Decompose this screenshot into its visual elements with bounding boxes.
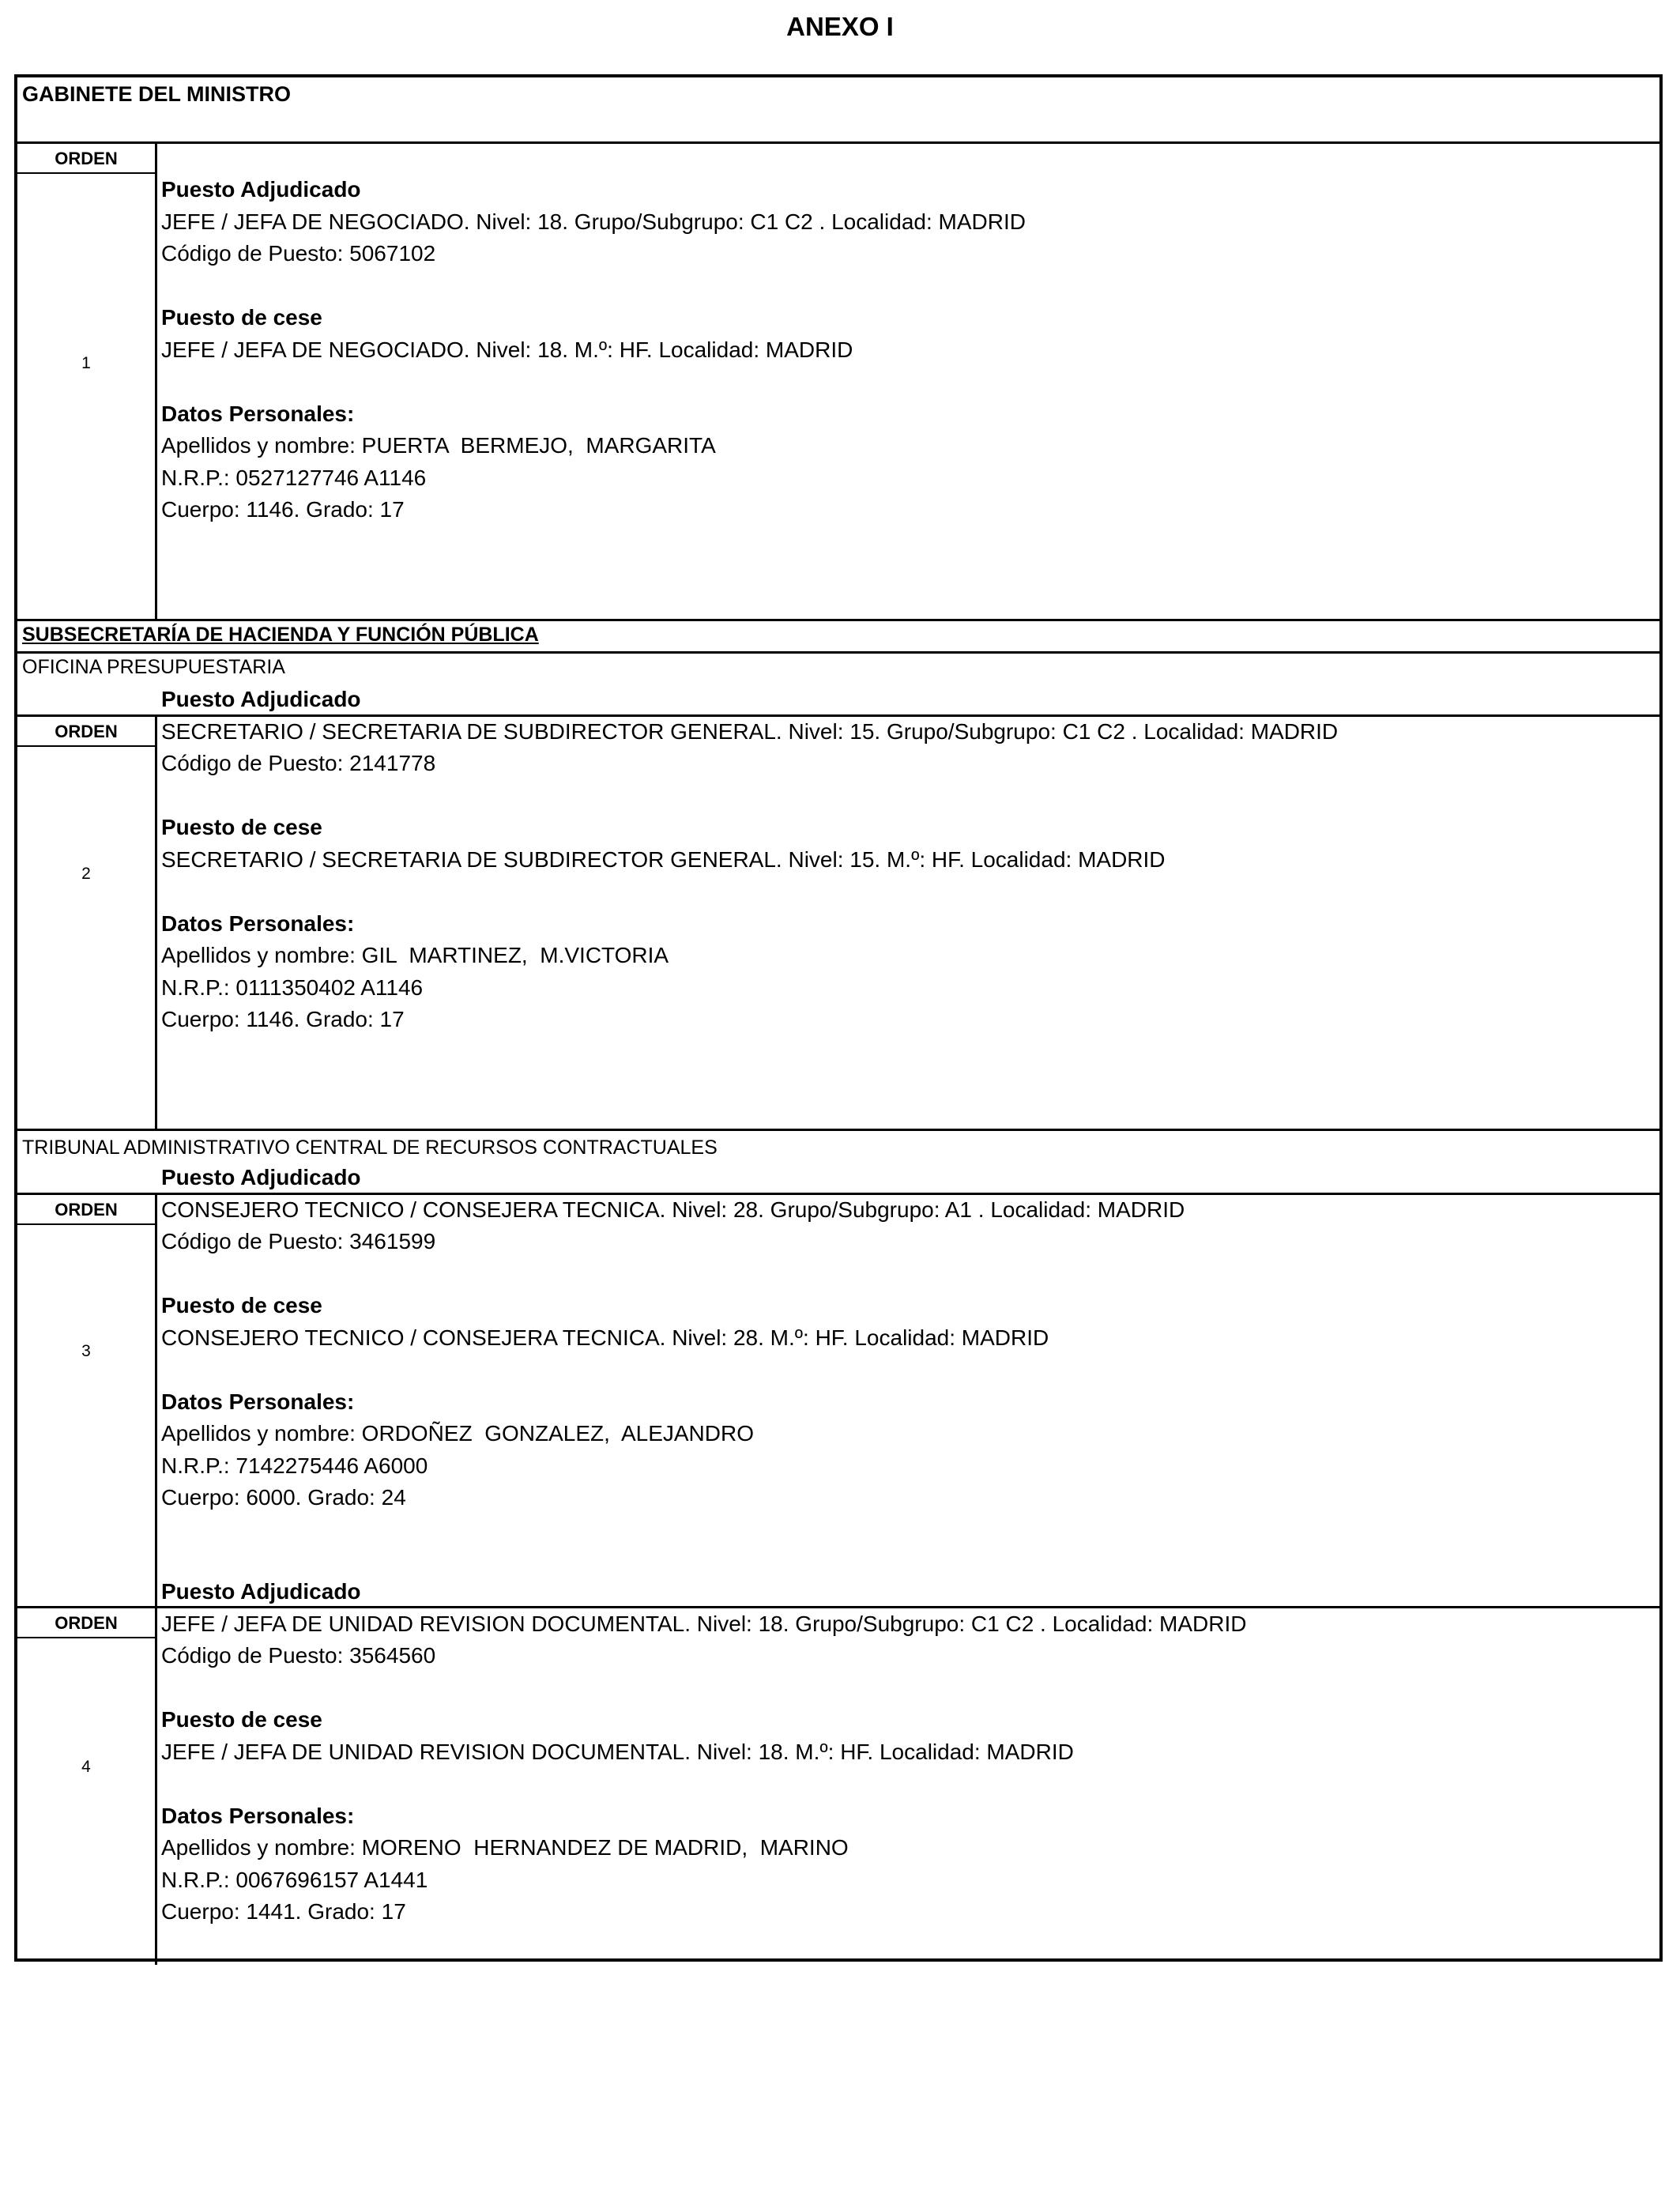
apellidos-nombre: Apellidos y nombre: ORDOÑEZ GONZALEZ, ALEJANDRO [161, 1421, 754, 1446]
column-divider [155, 141, 157, 619]
datos-personales-heading: Datos Personales: [161, 1803, 355, 1828]
puesto-adjudicado-heading: Puesto Adjudicado [161, 1579, 361, 1604]
codigo-puesto: Código de Puesto: 3461599 [161, 1229, 436, 1253]
divider [17, 1129, 1659, 1131]
orden-number: 4 [81, 1758, 91, 1776]
annex-table [14, 74, 1663, 1962]
puesto-adjudicado-value: JEFE / JEFA DE NEGOCIADO. Nivel: 18. Grupo/Subgrupo: C1 C2 . Localidad: MADRID [161, 209, 1026, 234]
section-gabinete: GABINETE DEL MINISTRO [22, 82, 292, 106]
section-tribunal: TRIBUNAL ADMINISTRATIVO CENTRAL DE RECURSOS CONTRACTUALES [22, 1137, 718, 1159]
orden-label: ORDEN [17, 1195, 155, 1225]
puesto-adjudicado-value: JEFE / JEFA DE UNIDAD REVISION DOCUMENTAL. Nivel: 18. Grupo/Subgrupo: C1 C2 . Localidad: MADRID [161, 1611, 1247, 1636]
datos-personales-heading: Datos Personales: [161, 1389, 355, 1414]
orden-number: 1 [81, 354, 91, 372]
puesto-cese-heading: Puesto de cese [161, 305, 322, 330]
orden-label: ORDEN [17, 144, 155, 174]
cuerpo-grado: Cuerpo: 1146. Grado: 17 [161, 497, 405, 522]
entry-3 [161, 1162, 1185, 1514]
section-subsecretaria: SUBSECRETARÍA DE HACIENDA Y FUNCIÓN PÚBLICA [22, 624, 539, 646]
puesto-cese-value: SECRETARIO / SECRETARIA DE SUBDIRECTOR GENERAL. Nivel: 15. M.º: HF. Localidad: MADRID [161, 846, 1166, 872]
entry-2 [161, 684, 1338, 1036]
divider [17, 141, 1659, 144]
puesto-cese-value: CONSEJERO TECNICO / CONSEJERA TECNICA. Nivel: 28. M.º: HF. Localidad: MADRID [161, 1325, 1049, 1350]
puesto-adjudicado-value: SECRETARIO / SECRETARIA DE SUBDIRECTOR GENERAL. Nivel: 15. Grupo/Subgrupo: C1 C2 . Localidad: MADRID [161, 718, 1339, 744]
puesto-adjudicado-heading: Puesto Adjudicado [161, 177, 361, 202]
section-oficina: OFICINA PRESUPUESTARIA [22, 656, 285, 678]
page-title: ANEXO I [786, 12, 894, 41]
puesto-cese-heading: Puesto de cese [161, 1293, 322, 1318]
cuerpo-grado: Cuerpo: 1146. Grado: 17 [161, 1007, 405, 1031]
puesto-cese-heading: Puesto de cese [161, 815, 322, 839]
apellidos-nombre: Apellidos y nombre: PUERTA BERMEJO, MARGARITA [161, 433, 716, 458]
codigo-puesto: Código de Puesto: 2141778 [161, 751, 436, 775]
column-divider [155, 1193, 157, 1965]
orden-label: ORDEN [17, 717, 155, 747]
datos-personales-heading: Datos Personales: [161, 401, 355, 426]
orden-number: 3 [81, 1342, 91, 1360]
nrp: N.R.P.: 0111350402 A1146 [161, 974, 424, 1000]
entry-1 [161, 174, 1026, 526]
puesto-adjudicado-heading: Puesto Adjudicado [161, 1165, 361, 1189]
apellidos-nombre: Apellidos y nombre: MORENO HERNANDEZ DE MADRID, MARINO [161, 1835, 849, 1860]
nrp: N.R.P.: 0067696157 A1441 [161, 1867, 428, 1892]
puesto-cese-heading: Puesto de cese [161, 1707, 322, 1732]
puesto-adjudicado-heading: Puesto Adjudicado [161, 687, 361, 711]
orden-label: ORDEN [17, 1608, 155, 1638]
nrp: N.R.P.: 0527127746 A1146 [161, 465, 427, 490]
column-divider [155, 714, 157, 1129]
puesto-adjudicado-value: CONSEJERO TECNICO / CONSEJERA TECNICA. Nivel: 28. Grupo/Subgrupo: A1 . Localidad: MADRID [161, 1197, 1185, 1222]
orden-number: 2 [81, 865, 91, 883]
nrp: N.R.P.: 7142275446 A6000 [161, 1453, 428, 1478]
entry-4 [161, 1576, 1246, 1928]
codigo-puesto: Código de Puesto: 5067102 [161, 241, 436, 266]
divider [17, 651, 1659, 654]
puesto-cese-value: JEFE / JEFA DE NEGOCIADO. Nivel: 18. M.º: HF. Localidad: MADRID [161, 337, 853, 362]
puesto-cese-value: JEFE / JEFA DE UNIDAD REVISION DOCUMENTAL. Nivel: 18. M.º: HF. Localidad: MADRID [161, 1739, 1074, 1764]
divider [17, 619, 1659, 621]
cuerpo-grado: Cuerpo: 1441. Grado: 17 [161, 1899, 406, 1924]
datos-personales-heading: Datos Personales: [161, 910, 355, 936]
apellidos-nombre: Apellidos y nombre: GIL MARTINEZ, M.VICTORIA [161, 943, 669, 967]
cuerpo-grado: Cuerpo: 6000. Grado: 24 [161, 1485, 406, 1510]
codigo-puesto: Código de Puesto: 3564560 [161, 1643, 436, 1668]
